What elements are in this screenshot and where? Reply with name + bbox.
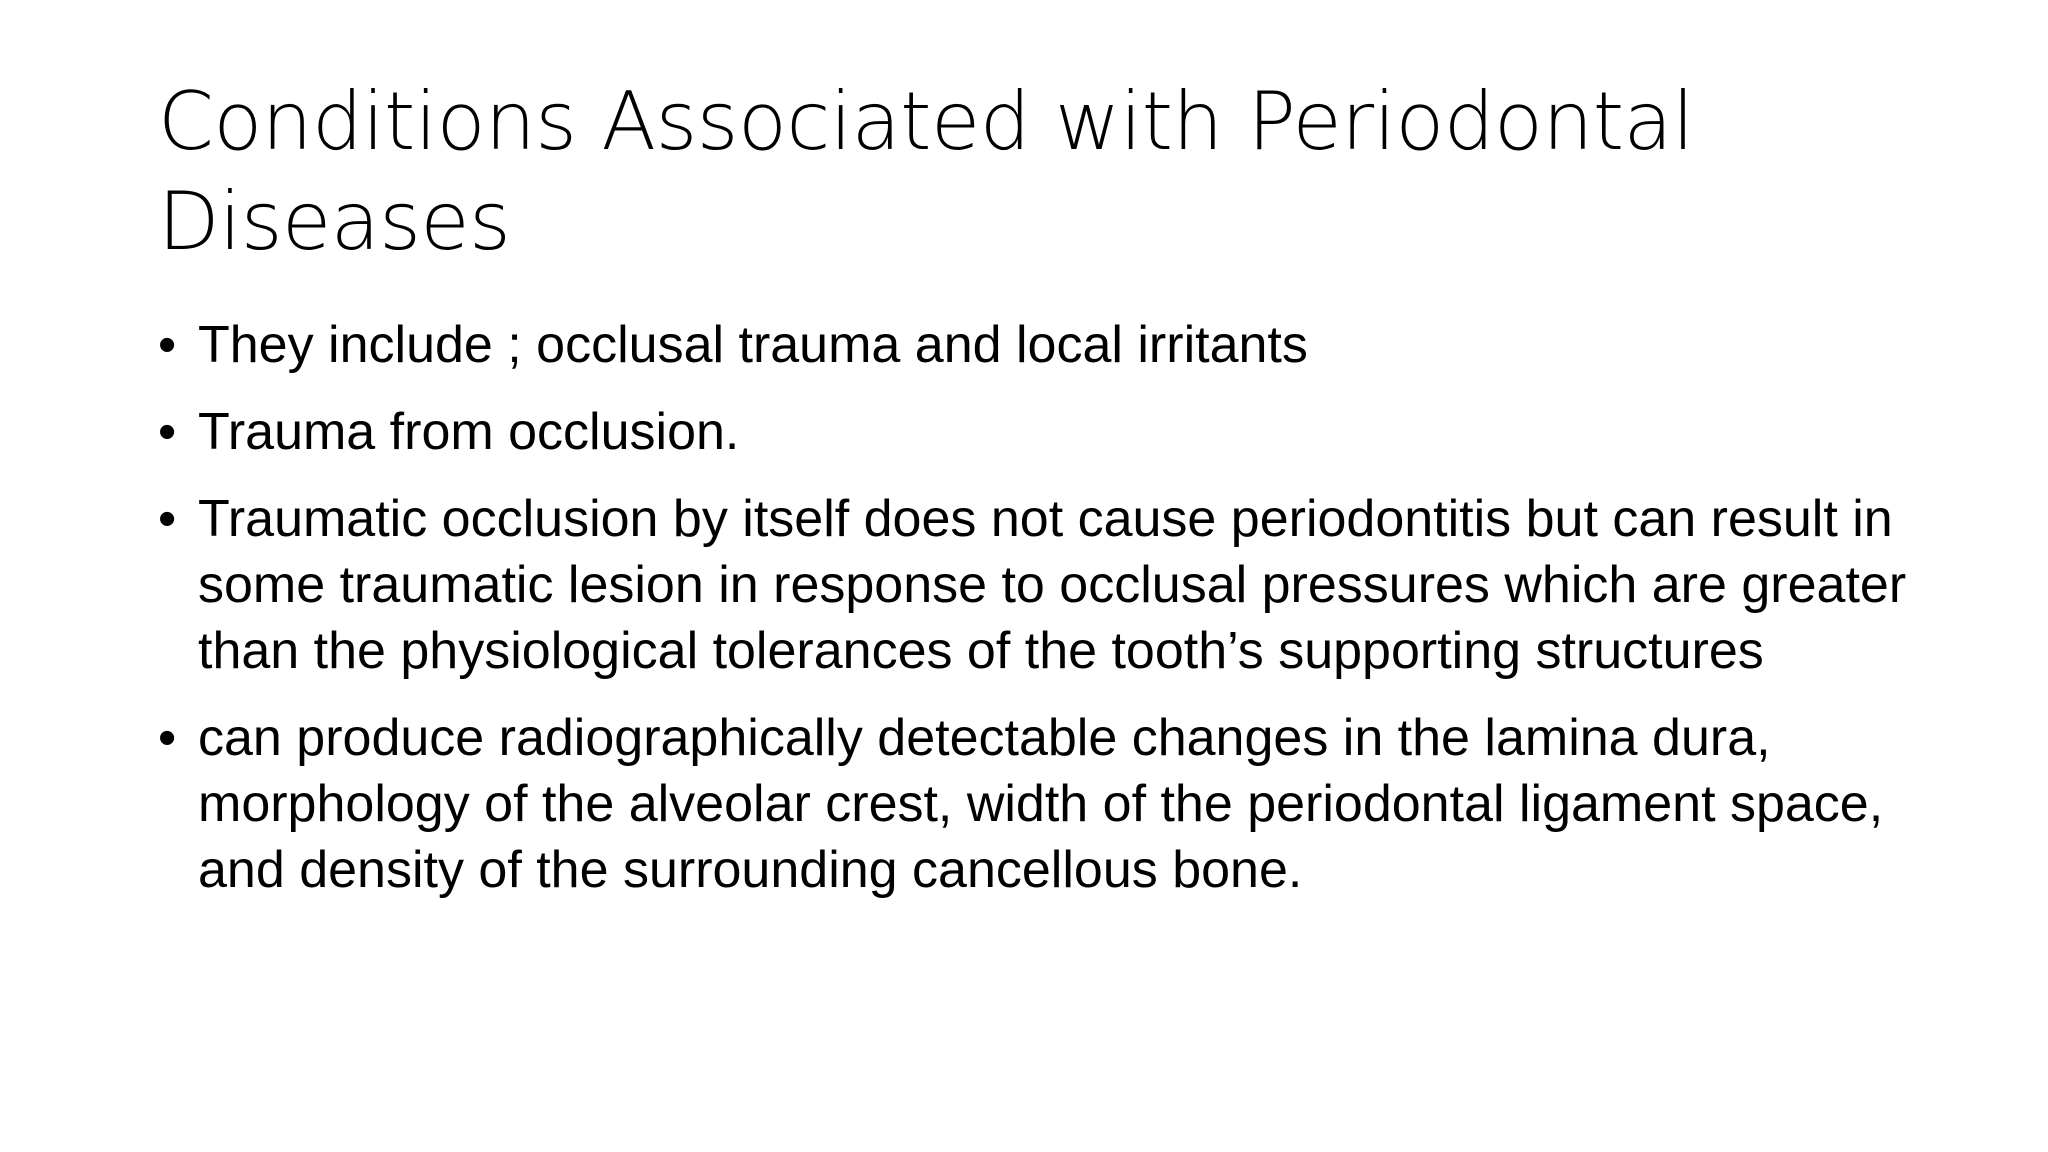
bullet-icon: • <box>158 316 177 374</box>
bullet-item <box>158 399 1918 465</box>
bullet-text: Traumatic occlusion by itself does not cause periodontitis but can result in some traumatic lesion in response to occlusal pressures which are greater than the physiological tolerances of the tooth’s supporting structures <box>198 490 1907 680</box>
slide-title: Conditions Associated with Periodontal Diseases <box>158 75 1694 268</box>
bullet-item <box>158 705 1918 903</box>
bullet-icon: • <box>158 490 177 548</box>
bullet-item <box>158 486 1918 684</box>
bullet-text: They include ; occlusal trauma and local irritants <box>198 316 1308 374</box>
bullet-icon: • <box>158 709 177 767</box>
bullet-text: can produce radiographically detectable changes in the lamina dura, morphology of the alveolar crest, width of the periodontal ligament space, and density of the surrounding cancellous bone. <box>198 709 1884 899</box>
bullet-icon: • <box>158 403 177 461</box>
bullet-item <box>158 312 1918 378</box>
bullet-text: Trauma from occlusion. <box>198 403 740 461</box>
bullet-list <box>158 312 1918 924</box>
